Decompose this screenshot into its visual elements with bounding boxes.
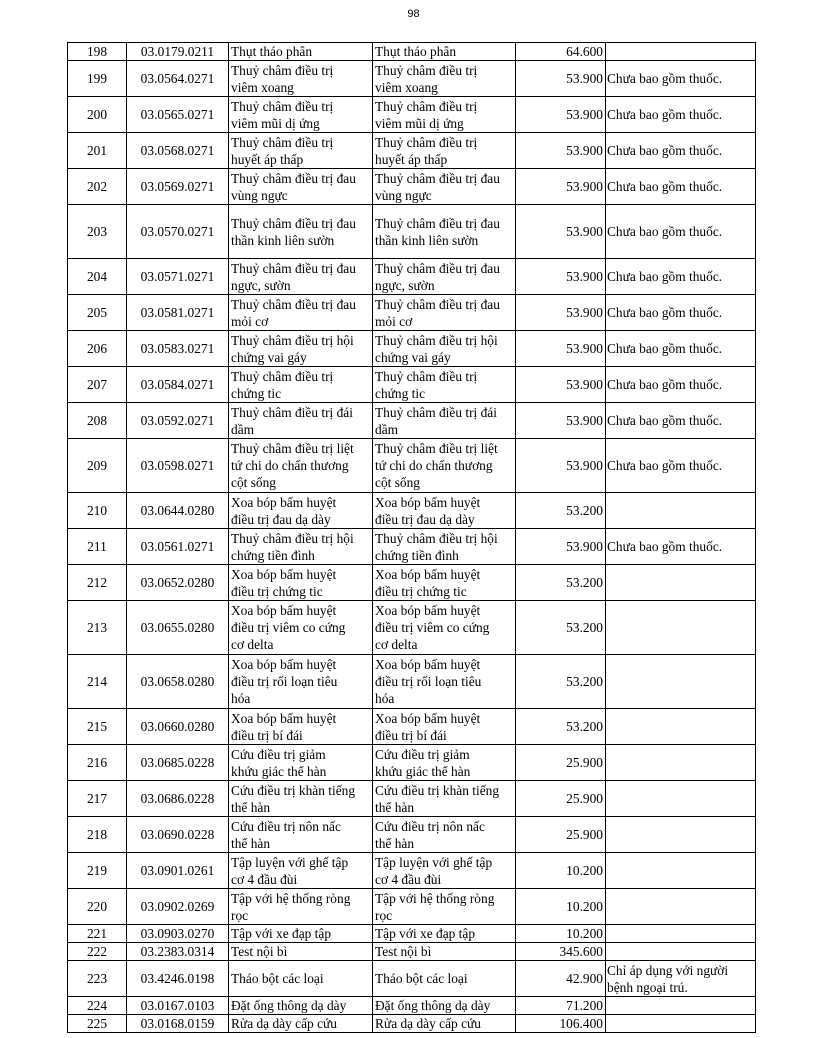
table-row	[68, 259, 756, 295]
price-cell: 25.900	[516, 781, 606, 817]
service-name-cell: Cứu điều trị nôn nấc thể hàn	[229, 817, 373, 853]
table-row	[68, 205, 756, 259]
service-name-cell: Cứu điều trị khàn tiếng thể hàn	[229, 781, 373, 817]
table-row	[68, 97, 756, 133]
row-number-cell: 210	[68, 493, 127, 529]
service-name-alt-cell: Tập với xe đạp tập	[373, 925, 516, 943]
service-code-cell: 03.0571.0271	[127, 259, 229, 295]
service-code-cell: 03.0652.0280	[127, 565, 229, 601]
service-name-cell: Cứu điều trị giảm khứu giác thể hàn	[229, 745, 373, 781]
note-cell: Chưa bao gồm thuốc.	[606, 403, 756, 439]
price-cell: 10.200	[516, 889, 606, 925]
service-name-cell: Đặt ống thông dạ dày	[229, 997, 373, 1015]
row-number-cell: 203	[68, 205, 127, 259]
service-name-alt-cell: Thuỷ châm điều trị đau mỏi cơ	[373, 295, 516, 331]
note-cell	[606, 889, 756, 925]
service-name-alt-cell: Test nội bì	[373, 943, 516, 961]
price-cell: 53.900	[516, 439, 606, 493]
note-cell	[606, 493, 756, 529]
table-row	[68, 403, 756, 439]
price-cell: 53.900	[516, 295, 606, 331]
price-cell: 106.400	[516, 1015, 606, 1033]
table-row	[68, 745, 756, 781]
service-name-alt-cell: Thuỷ châm điều trị hội chứng vai gáy	[373, 331, 516, 367]
service-name-alt-cell: Xoa bóp bấm huyệt điều trị đau dạ dày	[373, 493, 516, 529]
table-row	[68, 295, 756, 331]
service-name-alt-cell: Tập luyện với ghế tập cơ 4 đầu đùi	[373, 853, 516, 889]
note-cell	[606, 1015, 756, 1033]
row-number-cell: 220	[68, 889, 127, 925]
note-cell	[606, 997, 756, 1015]
price-cell: 71.200	[516, 997, 606, 1015]
table-row	[68, 367, 756, 403]
note-cell	[606, 601, 756, 655]
service-code-cell: 03.0903.0270	[127, 925, 229, 943]
table-row	[68, 61, 756, 97]
service-name-cell: Xoa bóp bấm huyệt điều trị đau dạ dày	[229, 493, 373, 529]
table-row	[68, 529, 756, 565]
service-code-cell: 03.0584.0271	[127, 367, 229, 403]
service-code-cell: 03.0644.0280	[127, 493, 229, 529]
service-name-cell: Thuỷ châm điều trị đái dầm	[229, 403, 373, 439]
note-cell: Chưa bao gồm thuốc.	[606, 205, 756, 259]
service-name-alt-cell: Xoa bóp bấm huyệt điều trị bí đái	[373, 709, 516, 745]
table-body	[68, 43, 756, 1033]
note-cell	[606, 655, 756, 709]
service-name-alt-cell: Xoa bóp bấm huyệt điều trị viêm co cứng cơ delta	[373, 601, 516, 655]
service-code-cell: 03.0690.0228	[127, 817, 229, 853]
service-name-cell: Tập với xe đạp tập	[229, 925, 373, 943]
note-cell	[606, 853, 756, 889]
service-code-cell: 03.0569.0271	[127, 169, 229, 205]
price-cell: 53.900	[516, 169, 606, 205]
service-name-alt-cell: Rửa dạ dày cấp cứu	[373, 1015, 516, 1033]
table-row	[68, 889, 756, 925]
row-number-cell: 217	[68, 781, 127, 817]
row-number-cell: 204	[68, 259, 127, 295]
service-code-cell: 03.0901.0261	[127, 853, 229, 889]
table-row	[68, 817, 756, 853]
row-number-cell: 221	[68, 925, 127, 943]
price-cell: 53.900	[516, 403, 606, 439]
note-cell: Chưa bao gồm thuốc.	[606, 133, 756, 169]
service-name-cell: Tập với hệ thống ròng rọc	[229, 889, 373, 925]
service-name-alt-cell: Tháo bột các loại	[373, 961, 516, 997]
table-row	[68, 601, 756, 655]
note-cell: Chưa bao gồm thuốc.	[606, 61, 756, 97]
table-row	[68, 1015, 756, 1033]
price-cell: 25.900	[516, 745, 606, 781]
note-cell	[606, 565, 756, 601]
service-name-alt-cell: Cứu điều trị nôn nấc thể hàn	[373, 817, 516, 853]
service-name-alt-cell: Thuỷ châm điều trị viêm xoang	[373, 61, 516, 97]
note-cell: Chưa bao gồm thuốc.	[606, 331, 756, 367]
service-code-cell: 03.0902.0269	[127, 889, 229, 925]
table-row	[68, 709, 756, 745]
service-name-cell: Xoa bóp bấm huyệt điều trị bí đái	[229, 709, 373, 745]
service-name-cell: Thuỷ châm điều trị huyết áp thấp	[229, 133, 373, 169]
service-code-cell: 03.0686.0228	[127, 781, 229, 817]
service-name-alt-cell: Thuỷ châm điều trị đau thần kinh liên sườn	[373, 205, 516, 259]
service-code-cell: 03.0685.0228	[127, 745, 229, 781]
service-name-alt-cell: Thuỷ châm điều trị đau ngực, sườn	[373, 259, 516, 295]
service-name-alt-cell: Thuỷ châm điều trị hội chứng tiền đình	[373, 529, 516, 565]
row-number-cell: 219	[68, 853, 127, 889]
service-code-cell: 03.4246.0198	[127, 961, 229, 997]
service-name-cell: Tháo bột các loại	[229, 961, 373, 997]
price-cell: 53.900	[516, 61, 606, 97]
table-row	[68, 853, 756, 889]
service-name-cell: Test nội bì	[229, 943, 373, 961]
price-cell: 10.200	[516, 853, 606, 889]
price-cell: 42.900	[516, 961, 606, 997]
price-cell: 53.900	[516, 97, 606, 133]
price-cell: 345.600	[516, 943, 606, 961]
row-number-cell: 213	[68, 601, 127, 655]
note-cell	[606, 745, 756, 781]
price-cell: 10.200	[516, 925, 606, 943]
table-row	[68, 133, 756, 169]
table-row	[68, 565, 756, 601]
note-cell	[606, 925, 756, 943]
row-number-cell: 223	[68, 961, 127, 997]
service-code-cell: 03.0583.0271	[127, 331, 229, 367]
price-table	[67, 42, 756, 1033]
service-name-alt-cell: Cứu điều trị giảm khứu giác thể hàn	[373, 745, 516, 781]
row-number-cell: 208	[68, 403, 127, 439]
service-name-alt-cell: Thụt tháo phân	[373, 43, 516, 61]
service-name-alt-cell: Thuỷ châm điều trị huyết áp thấp	[373, 133, 516, 169]
note-cell	[606, 43, 756, 61]
service-name-cell: Rửa dạ dày cấp cứu	[229, 1015, 373, 1033]
row-number-cell: 218	[68, 817, 127, 853]
note-cell: Chưa bao gồm thuốc.	[606, 259, 756, 295]
price-cell: 53.200	[516, 601, 606, 655]
note-cell	[606, 817, 756, 853]
row-number-cell: 205	[68, 295, 127, 331]
service-name-cell: Thụt tháo phân	[229, 43, 373, 61]
price-cell: 25.900	[516, 817, 606, 853]
service-name-cell: Thuỷ châm điều trị chứng tic	[229, 367, 373, 403]
service-code-cell: 03.0564.0271	[127, 61, 229, 97]
service-name-alt-cell: Thuỷ châm điều trị liệt tứ chi do chấn thương cột sống	[373, 439, 516, 493]
service-name-cell: Xoa bóp bấm huyệt điều trị viêm co cứng cơ delta	[229, 601, 373, 655]
table-row	[68, 169, 756, 205]
table-row	[68, 997, 756, 1015]
service-name-cell: Thuỷ châm điều trị đau thần kinh liên sườn	[229, 205, 373, 259]
service-name-alt-cell: Thuỷ châm điều trị viêm mũi dị ứng	[373, 97, 516, 133]
note-cell: Chưa bao gồm thuốc.	[606, 439, 756, 493]
service-name-alt-cell: Cứu điều trị khàn tiếng thể hàn	[373, 781, 516, 817]
service-code-cell: 03.0179.0211	[127, 43, 229, 61]
row-number-cell: 224	[68, 997, 127, 1015]
service-code-cell: 03.0568.0271	[127, 133, 229, 169]
table-row	[68, 925, 756, 943]
service-code-cell: 03.0655.0280	[127, 601, 229, 655]
table-row	[68, 943, 756, 961]
row-number-cell: 201	[68, 133, 127, 169]
note-cell: Chưa bao gồm thuốc.	[606, 529, 756, 565]
service-code-cell: 03.0561.0271	[127, 529, 229, 565]
note-cell: Chỉ áp dụng với người bệnh ngoại trú.	[606, 961, 756, 997]
table-row	[68, 43, 756, 61]
service-name-cell: Xoa bóp bấm huyệt điều trị rối loạn tiêu hóa	[229, 655, 373, 709]
service-name-alt-cell: Đặt ống thông dạ dày	[373, 997, 516, 1015]
service-name-alt-cell: Xoa bóp bấm huyệt điều trị rối loạn tiêu hóa	[373, 655, 516, 709]
service-name-alt-cell: Thuỷ châm điều trị đau vùng ngực	[373, 169, 516, 205]
service-code-cell: 03.0167.0103	[127, 997, 229, 1015]
service-name-cell: Thuỷ châm điều trị đau mỏi cơ	[229, 295, 373, 331]
price-cell: 53.200	[516, 565, 606, 601]
service-name-alt-cell: Tập với hệ thống ròng rọc	[373, 889, 516, 925]
table-row	[68, 781, 756, 817]
page-number: 98	[407, 8, 420, 20]
service-name-cell: Tập luyện với ghế tập cơ 4 đầu đùi	[229, 853, 373, 889]
note-cell: Chưa bao gồm thuốc.	[606, 295, 756, 331]
row-number-cell: 214	[68, 655, 127, 709]
row-number-cell: 216	[68, 745, 127, 781]
note-cell	[606, 781, 756, 817]
table-row	[68, 439, 756, 493]
table-row	[68, 655, 756, 709]
price-cell: 53.900	[516, 367, 606, 403]
service-name-cell: Thuỷ châm điều trị đau vùng ngực	[229, 169, 373, 205]
service-name-cell: Thuỷ châm điều trị hội chứng vai gáy	[229, 331, 373, 367]
note-cell: Chưa bao gồm thuốc.	[606, 169, 756, 205]
table-row	[68, 493, 756, 529]
note-cell	[606, 943, 756, 961]
service-name-cell: Thuỷ châm điều trị đau ngực, sườn	[229, 259, 373, 295]
service-name-cell: Thuỷ châm điều trị viêm xoang	[229, 61, 373, 97]
service-name-cell: Thuỷ châm điều trị hội chứng tiền đình	[229, 529, 373, 565]
price-cell: 53.900	[516, 331, 606, 367]
note-cell: Chưa bao gồm thuốc.	[606, 97, 756, 133]
service-code-cell: 03.0168.0159	[127, 1015, 229, 1033]
price-cell: 53.200	[516, 493, 606, 529]
service-name-cell: Xoa bóp bấm huyệt điều trị chứng tic	[229, 565, 373, 601]
row-number-cell: 198	[68, 43, 127, 61]
row-number-cell: 200	[68, 97, 127, 133]
service-code-cell: 03.0660.0280	[127, 709, 229, 745]
service-name-cell: Thuỷ châm điều trị viêm mũi dị ứng	[229, 97, 373, 133]
row-number-cell: 202	[68, 169, 127, 205]
table-row	[68, 331, 756, 367]
service-code-cell: 03.0598.0271	[127, 439, 229, 493]
price-cell: 64.600	[516, 43, 606, 61]
price-cell: 53.200	[516, 709, 606, 745]
service-code-cell: 03.0581.0271	[127, 295, 229, 331]
row-number-cell: 212	[68, 565, 127, 601]
row-number-cell: 206	[68, 331, 127, 367]
service-code-cell: 03.0658.0280	[127, 655, 229, 709]
service-name-alt-cell: Xoa bóp bấm huyệt điều trị chứng tic	[373, 565, 516, 601]
service-code-cell: 03.0570.0271	[127, 205, 229, 259]
price-cell: 53.900	[516, 205, 606, 259]
price-cell: 53.900	[516, 259, 606, 295]
row-number-cell: 207	[68, 367, 127, 403]
service-code-cell: 03.0565.0271	[127, 97, 229, 133]
row-number-cell: 215	[68, 709, 127, 745]
note-cell	[606, 709, 756, 745]
service-code-cell: 03.0592.0271	[127, 403, 229, 439]
service-name-alt-cell: Thuỷ châm điều trị đái dầm	[373, 403, 516, 439]
service-name-alt-cell: Thuỷ châm điều trị chứng tic	[373, 367, 516, 403]
row-number-cell: 209	[68, 439, 127, 493]
row-number-cell: 199	[68, 61, 127, 97]
row-number-cell: 225	[68, 1015, 127, 1033]
row-number-cell: 222	[68, 943, 127, 961]
service-code-cell: 03.2383.0314	[127, 943, 229, 961]
price-cell: 53.200	[516, 655, 606, 709]
service-name-cell: Thuỷ châm điều trị liệt tứ chi do chấn thương cột sống	[229, 439, 373, 493]
row-number-cell: 211	[68, 529, 127, 565]
price-cell: 53.900	[516, 133, 606, 169]
price-cell: 53.900	[516, 529, 606, 565]
table-row	[68, 961, 756, 997]
note-cell: Chưa bao gồm thuốc.	[606, 367, 756, 403]
